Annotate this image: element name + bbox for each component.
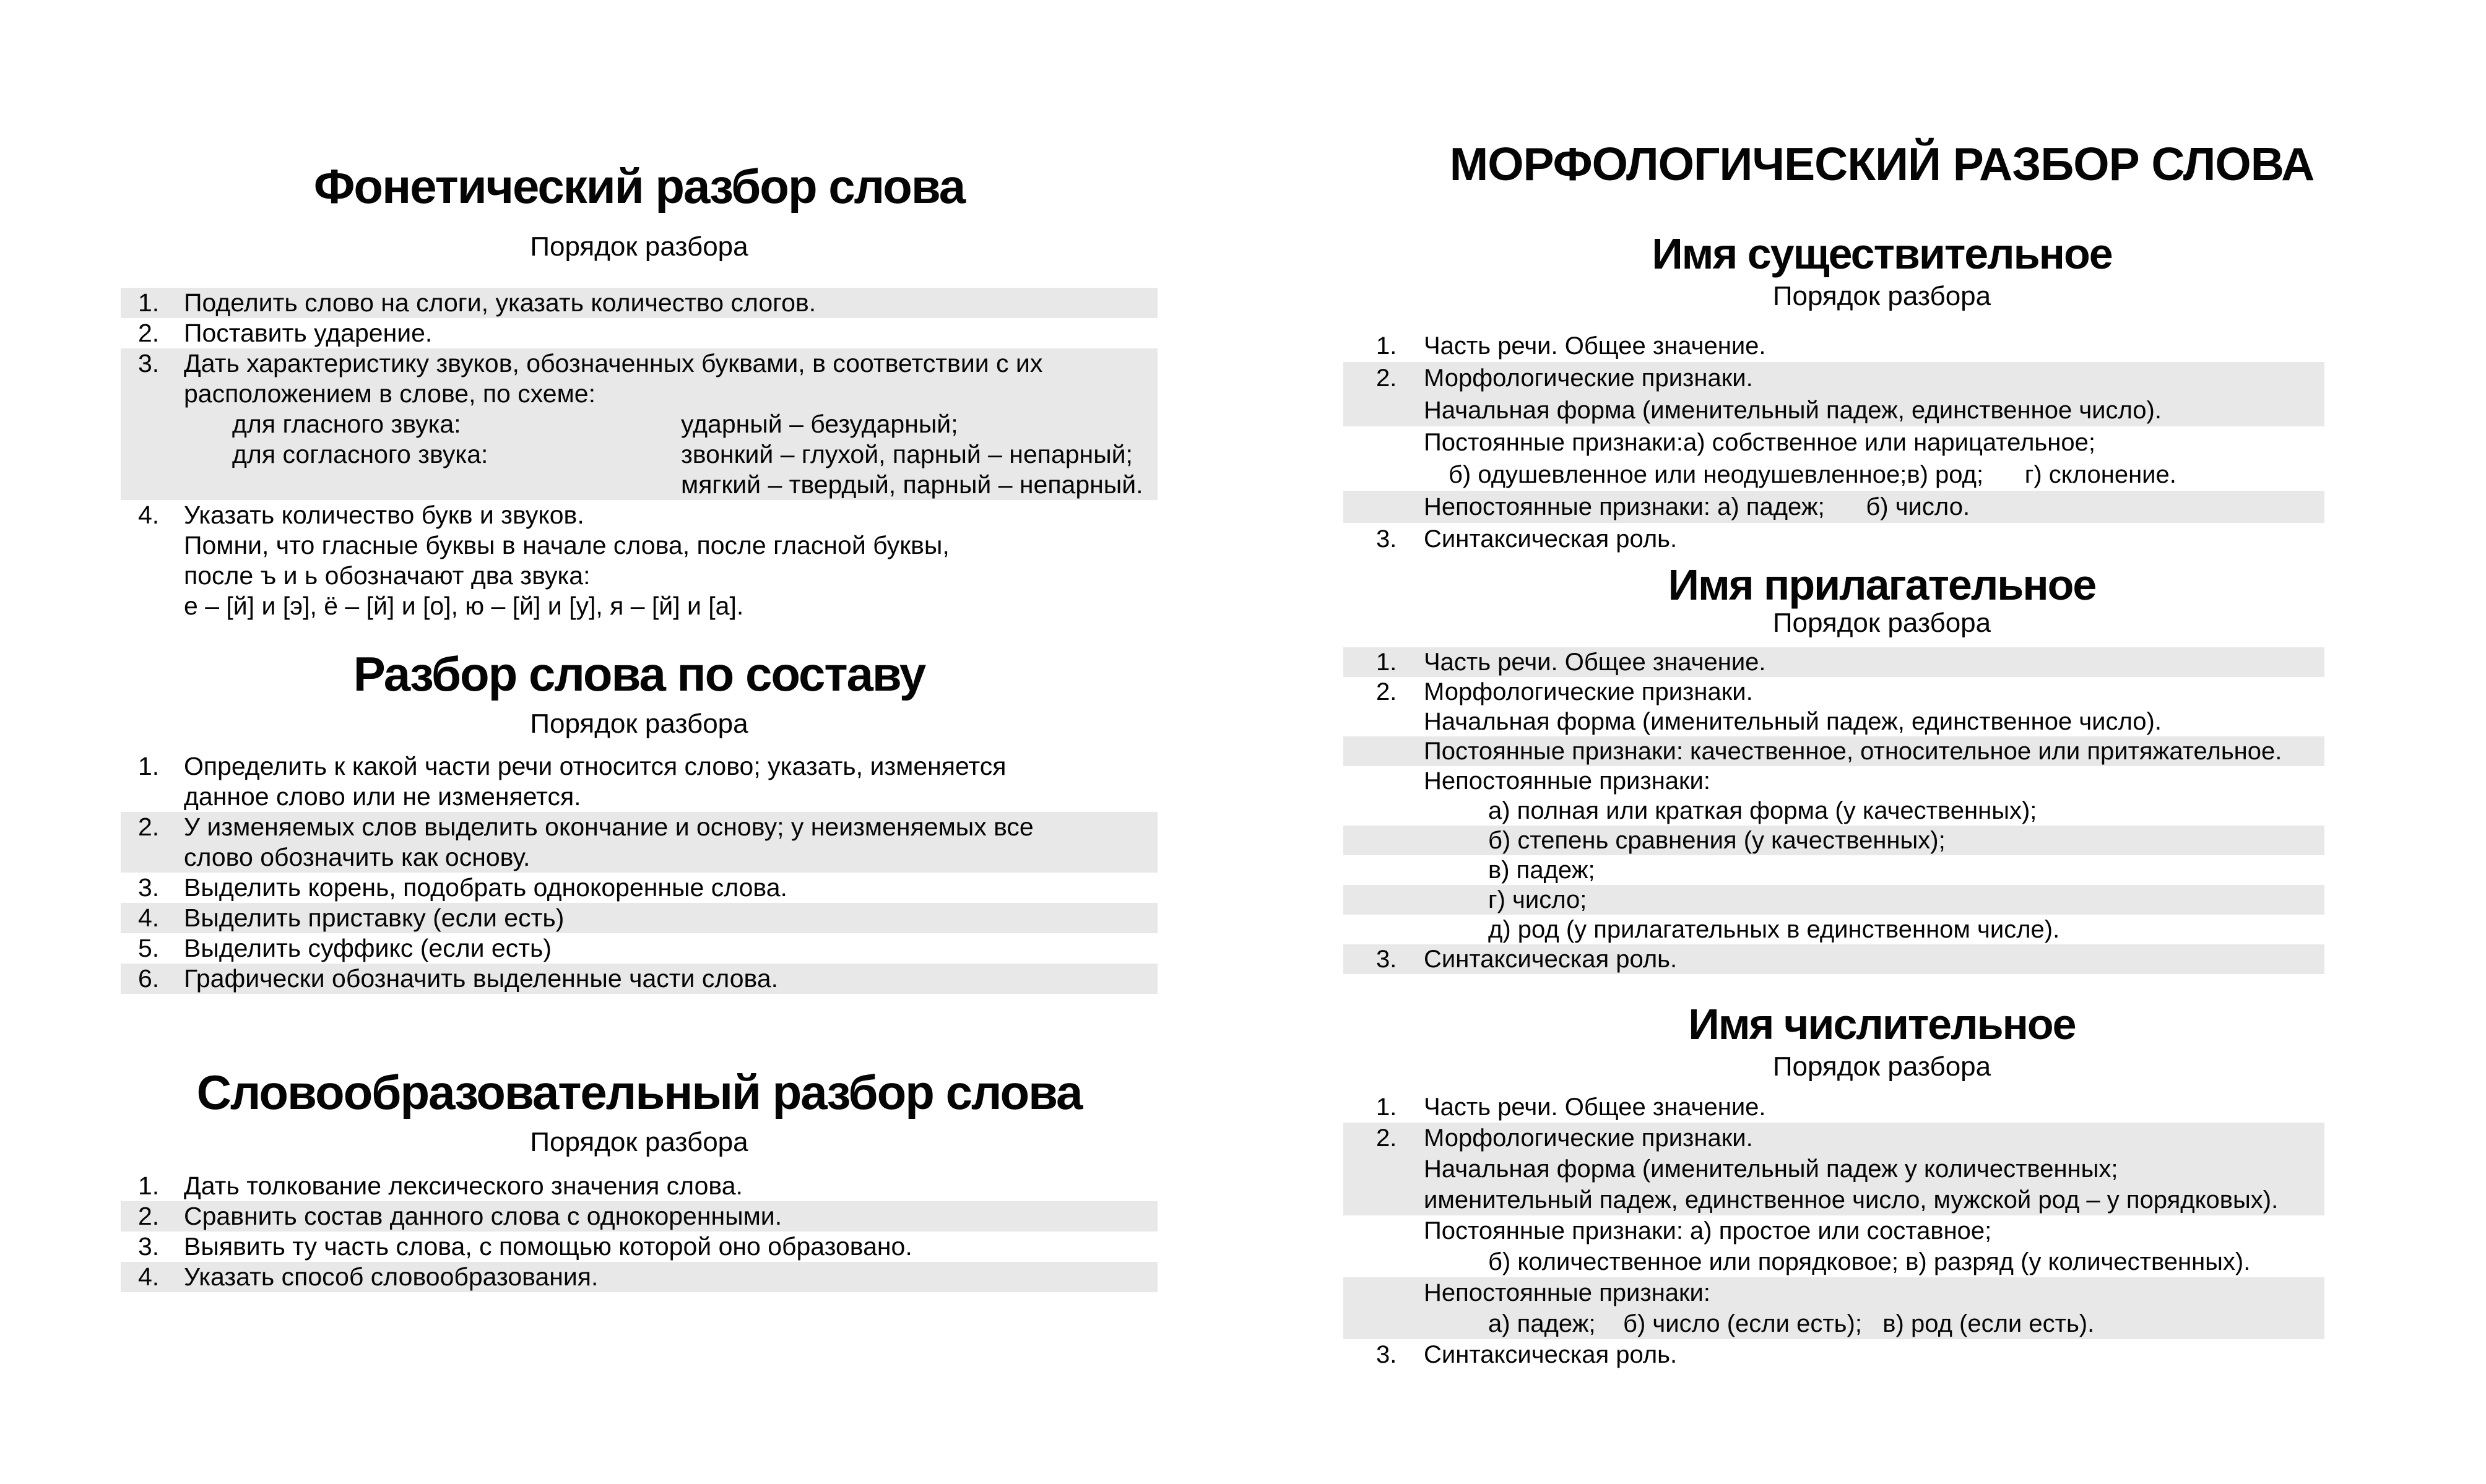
phonetic-section-subtitle: Порядок разбора xyxy=(530,231,748,262)
item-text: Выявить ту часть слова, с помощью которой оно образовано. xyxy=(184,1232,912,1261)
item-number: 3. xyxy=(138,349,160,377)
item-text: Поделить слово на слоги, указать количество слогов. xyxy=(184,288,816,317)
item-text: после ъ и ь обозначают два звука: xyxy=(184,561,591,590)
adjective-section-subtitle: Порядок разбора xyxy=(1772,608,1991,638)
item-number: 2. xyxy=(1376,365,1397,392)
item-number: 4. xyxy=(138,501,160,529)
item-number: 4. xyxy=(138,904,160,932)
item-text: Непостоянные признаки: xyxy=(1424,1279,1710,1306)
item-text: Графически обозначить выделенные части слова. xyxy=(184,964,779,993)
item-text: Поставить ударение. xyxy=(184,319,433,347)
numeral-section-title: Имя числительное xyxy=(1688,1000,2076,1048)
item-number: 3. xyxy=(138,873,160,902)
item-text: Часть речи. Общее значение. xyxy=(1424,1094,1766,1121)
item-number: 2. xyxy=(1376,1124,1397,1152)
item-text: Синтаксическая роль. xyxy=(1424,1341,1678,1368)
schema-value: ударный – безударный; xyxy=(681,410,958,438)
composition-section-subtitle: Порядок разбора xyxy=(530,709,748,739)
item-number: 3. xyxy=(1376,946,1397,973)
item-text: Непостоянные признаки: xyxy=(1424,767,1710,795)
item-text: Синтаксическая роль. xyxy=(1424,946,1678,973)
list-row xyxy=(1343,915,2324,944)
list-row xyxy=(1343,766,2324,796)
item-text: б) степень сравнения (у качественных); xyxy=(1488,827,1946,854)
item-text: г) число; xyxy=(1488,886,1587,913)
item-text: Морфологические признаки. xyxy=(1424,678,1753,705)
list-row xyxy=(121,1201,1158,1232)
list-row xyxy=(1343,1246,2324,1277)
schema-label: для согласного звука: xyxy=(232,440,488,468)
item-text: данное слово или не изменяется. xyxy=(184,782,581,811)
schema-label: для гласного звука: xyxy=(232,410,461,438)
item-number: 1. xyxy=(1376,1094,1397,1121)
list-row xyxy=(1343,1215,2324,1246)
composition-steps-list xyxy=(121,751,1158,994)
list-row xyxy=(1343,647,2324,677)
list-row xyxy=(121,530,1158,561)
item-text: Начальная форма (именительный падеж, единственное число). xyxy=(1424,397,2162,424)
item-text: Указать количество букв и звуков. xyxy=(184,501,584,529)
list-row xyxy=(1343,459,2324,491)
item-text: в) падеж; xyxy=(1488,856,1595,884)
item-text: д) род (у прилагательных в единственном числе). xyxy=(1488,916,2060,943)
list-row xyxy=(121,470,1158,500)
list-row xyxy=(1343,796,2324,826)
adjective-section-title: Имя прилагательное xyxy=(1668,561,2096,609)
list-row xyxy=(1343,330,2324,362)
list-row xyxy=(121,409,1158,439)
item-number: 1. xyxy=(1376,649,1397,676)
item-number: 2. xyxy=(138,1202,160,1230)
list-row xyxy=(121,318,1158,348)
list-row xyxy=(121,591,1158,621)
list-row xyxy=(121,812,1158,842)
item-text: Помни, что гласные буквы в начале слова, после гласной буквы, xyxy=(184,531,950,559)
list-row xyxy=(121,842,1158,873)
list-row xyxy=(1343,855,2324,885)
schema-value: мягкий – твердый, парный – непарный. xyxy=(681,470,1143,499)
item-text: Морфологические признаки. xyxy=(1424,365,1753,392)
item-text: б) количественное или порядковое; в) разряд (у количественных). xyxy=(1488,1248,2251,1275)
derivation-section-title: Словообразовательный разбор слова xyxy=(196,1065,1082,1119)
list-row xyxy=(121,903,1158,933)
list-row xyxy=(1343,944,2324,974)
item-number: 2. xyxy=(1376,678,1397,705)
item-text: Выделить корень, подобрать однокоренные слова. xyxy=(184,873,787,902)
item-text: Выделить приставку (если есть) xyxy=(184,904,565,932)
noun-section-subtitle: Порядок разбора xyxy=(1772,281,1991,311)
list-row xyxy=(121,561,1158,591)
numeral-steps-list xyxy=(1343,1092,2324,1370)
list-row xyxy=(121,1171,1158,1201)
numeral-section-subtitle: Порядок разбора xyxy=(1772,1051,1991,1082)
item-number: 3. xyxy=(1376,1341,1397,1368)
phonetic-section-title: Фонетический разбор слова xyxy=(313,159,965,214)
item-number: 1. xyxy=(1376,332,1397,360)
item-text: Определить к какой части речи относится слово; указать, изменяется xyxy=(184,752,1007,780)
list-row xyxy=(1343,707,2324,736)
list-row xyxy=(121,288,1158,318)
item-text: а) падеж; б) число (если есть); в) род (если есть). xyxy=(1488,1310,2095,1337)
list-row xyxy=(1343,1092,2324,1123)
list-row xyxy=(1343,394,2324,426)
item-text: б) одушевленное или неодушевленное;в) род; г) склонение. xyxy=(1449,461,2176,488)
item-number: 1. xyxy=(138,752,160,780)
composition-section-title: Разбор слова по составу xyxy=(353,647,925,701)
phonetic-steps-list xyxy=(121,288,1158,621)
list-row xyxy=(1343,1339,2324,1370)
list-row xyxy=(1343,736,2324,766)
list-row xyxy=(121,751,1158,782)
item-text: Начальная форма (именительный падеж у количественных; xyxy=(1424,1155,2118,1183)
list-row xyxy=(121,933,1158,964)
item-text: Дать характеристику звуков, обозначенных буквами, в соответствии с их xyxy=(184,349,1043,377)
derivation-steps-list xyxy=(121,1171,1158,1292)
derivation-section-subtitle: Порядок разбора xyxy=(530,1127,748,1157)
item-text: Непостоянные признаки: а) падеж; б) число. xyxy=(1424,493,1970,520)
list-row xyxy=(121,348,1158,379)
list-row xyxy=(1343,885,2324,915)
item-text: Синтаксическая роль. xyxy=(1424,525,1678,553)
item-number: 5. xyxy=(138,934,160,962)
item-text: У изменяемых слов выделить окончание и основу; у неизменяемых все xyxy=(184,813,1034,841)
noun-section-title: Имя существительное xyxy=(1652,230,2112,278)
list-row xyxy=(1343,1308,2324,1339)
list-row xyxy=(121,1262,1158,1292)
list-row xyxy=(121,500,1158,530)
item-text: Постоянные признаки:а) собственное или нарицательное; xyxy=(1424,429,2095,456)
item-text: е – [й] и [э], ё – [й] и [о], ю – [й] и [у], я – [й] и [а]. xyxy=(184,592,744,620)
item-text: Сравнить состав данного слова с однокоренными. xyxy=(184,1202,782,1230)
item-text: именительный падеж, единственное число, мужской род – у порядковых). xyxy=(1424,1186,2279,1214)
item-number: 3. xyxy=(138,1232,160,1261)
item-number: 1. xyxy=(138,288,160,317)
item-number: 4. xyxy=(138,1262,160,1291)
list-row xyxy=(1343,426,2324,459)
right-column xyxy=(1343,0,2324,1370)
item-text: расположением в слове, по схеме: xyxy=(184,379,596,408)
schema-value: звонкий – глухой, парный – непарный; xyxy=(681,440,1133,468)
list-row xyxy=(121,873,1158,903)
list-row xyxy=(121,1232,1158,1262)
list-row xyxy=(1343,523,2324,555)
item-text: Постоянные признаки: а) простое или составное; xyxy=(1424,1217,1992,1245)
list-row xyxy=(1343,677,2324,707)
list-row xyxy=(1343,1123,2324,1154)
item-number: 3. xyxy=(1376,525,1397,553)
item-text: Часть речи. Общее значение. xyxy=(1424,332,1766,360)
adjective-steps-list xyxy=(1343,647,2324,974)
list-row xyxy=(1343,1184,2324,1215)
noun-steps-list xyxy=(1343,330,2324,555)
item-text: Морфологические признаки. xyxy=(1424,1124,1753,1152)
list-row xyxy=(1343,1154,2324,1184)
item-number: 6. xyxy=(138,964,160,993)
item-text: Указать способ словообразования. xyxy=(184,1262,599,1291)
item-text: Начальная форма (именительный падеж, единственное число). xyxy=(1424,708,2162,735)
item-text: Дать толкование лексического значения слова. xyxy=(184,1171,743,1200)
list-row xyxy=(121,964,1158,994)
item-number: 2. xyxy=(138,813,160,841)
morphological-main-title: МОРФОЛОГИЧЕСКИЙ РАЗБОР СЛОВА xyxy=(1449,138,2315,190)
left-column xyxy=(121,0,1158,1292)
list-row xyxy=(1343,826,2324,855)
list-row xyxy=(121,439,1158,470)
item-text: слово обозначить как основу. xyxy=(184,843,531,871)
item-text: Часть речи. Общее значение. xyxy=(1424,649,1766,676)
list-row xyxy=(1343,362,2324,394)
item-number: 2. xyxy=(138,319,160,347)
item-text: а) полная или краткая форма (у качественных); xyxy=(1488,797,2037,824)
item-text: Постоянные признаки: качественное, относительное или притяжательное. xyxy=(1424,738,2282,765)
list-row xyxy=(1343,1277,2324,1308)
list-row xyxy=(1343,491,2324,523)
item-number: 1. xyxy=(138,1171,160,1200)
list-row xyxy=(121,379,1158,409)
item-text: Выделить суффикс (если есть) xyxy=(184,934,552,962)
list-row xyxy=(121,782,1158,812)
